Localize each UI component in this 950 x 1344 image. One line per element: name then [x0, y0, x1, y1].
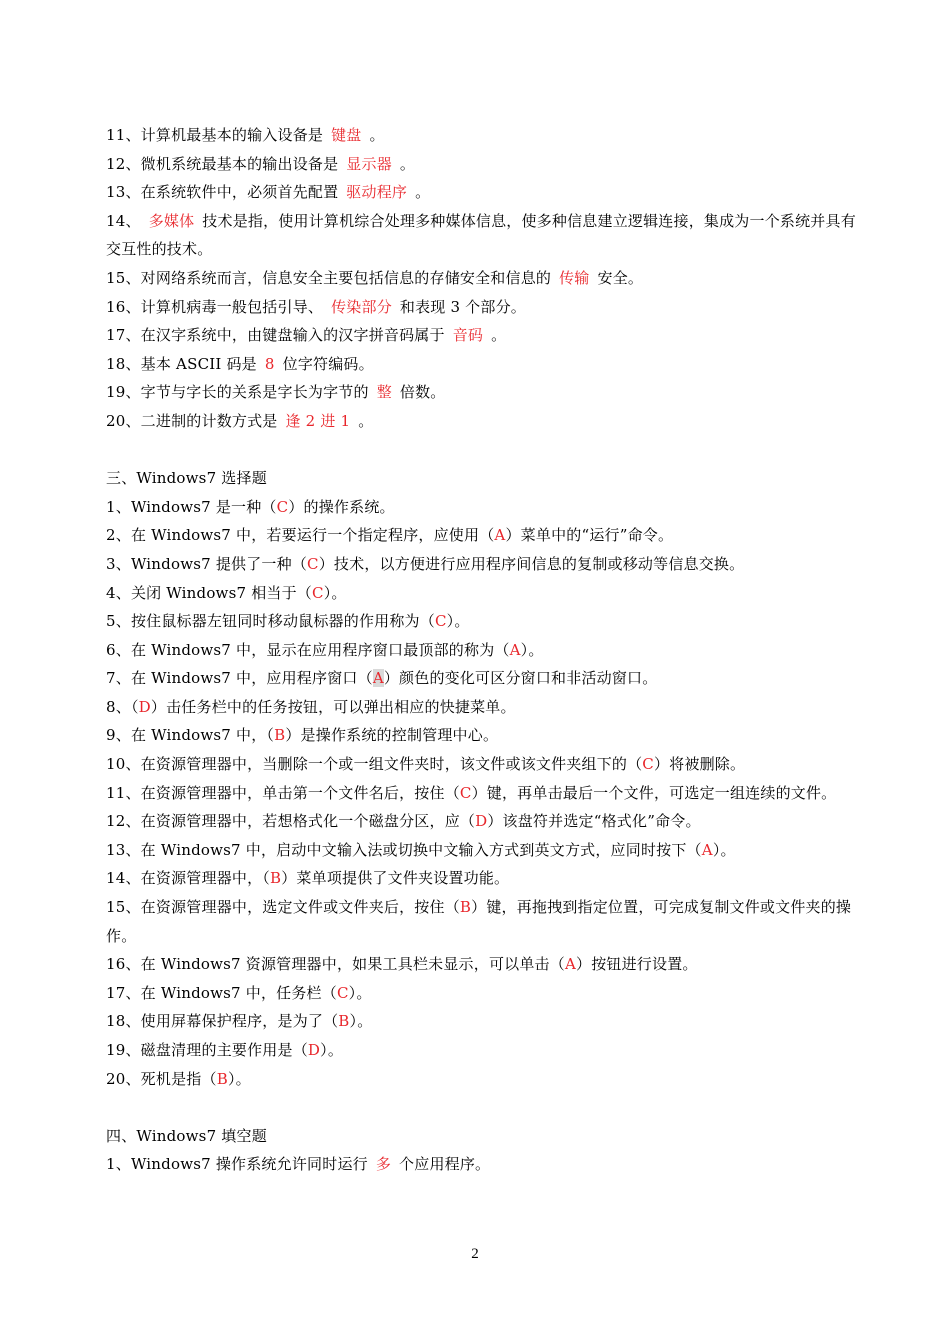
list-item: 17、在汉字系统中，由键盘输入的汉字拼音码属于 音码 。 — [106, 326, 507, 345]
section-windows7-choice — [106, 464, 858, 1093]
answer-text: 键盘 — [331, 126, 362, 144]
answer-text: C — [434, 612, 447, 631]
fill-part1-list — [106, 121, 858, 436]
answer-text: B — [338, 1012, 350, 1031]
answer-text: C — [336, 983, 349, 1002]
list-item: 14、 多媒体 技术是指，使用计算机综合处理多种媒体信息，使多种信息建立逻辑连接，集成为一个系统并具有交互性的技术。 — [106, 211, 856, 259]
answer-text: D — [307, 1041, 321, 1059]
answer-text: C — [312, 583, 324, 602]
answer-text: 多媒体 — [148, 211, 195, 230]
answer-text: 多 — [375, 1155, 392, 1174]
answer-text: 逢 2 进 1 — [285, 411, 351, 430]
answer-text: B — [459, 898, 472, 917]
list-item: 12、微机系统最基本的输出设备是 显示器 。 — [106, 154, 416, 173]
answer-text: A — [564, 955, 576, 974]
list-item: 13、在系统软件中，必须首先配置 驱动程序 。 — [106, 183, 431, 202]
list-item: 4、关闭 Windows7 相当于（C）。 — [106, 583, 347, 602]
list-item: 11、计算机最基本的输入设备是 键盘 。 — [106, 126, 385, 144]
list-item: 8、（D）击任务栏中的任务按钮，可以弹出相应的快捷菜单。 — [106, 697, 516, 716]
list-item: 5、按住鼠标器左钮同时移动鼠标器的作用称为（C）。 — [106, 612, 470, 631]
section-heading: 三、Windows7 选择题 — [106, 469, 267, 488]
answer-text: D — [475, 812, 488, 831]
answer-text: 音码 — [452, 326, 484, 345]
section-windows7-fill — [106, 1122, 858, 1179]
list-item: 1、Windows7 是一种（C）的操作系统。 — [106, 497, 395, 516]
list-item: 18、使用屏幕保护程序，是为了（B）。 — [106, 1012, 373, 1031]
list-item: 12、在资源管理器中，若想格式化一个磁盘分区，应（D）该盘符并选定“格式化”命令。 — [106, 812, 701, 831]
answer-text: 8 — [264, 354, 275, 373]
answer-text: 显示器 — [346, 154, 392, 173]
list-item: 1、Windows7 操作系统允许同时运行 多 个应用程序。 — [106, 1155, 491, 1174]
list-item: 19、磁盘清理的主要作用是（D）。 — [106, 1041, 344, 1059]
list-item: 3、Windows7 提供了一种（C）技术，以方便进行应用程序间信息的复制或移动等信息交换。 — [106, 554, 745, 573]
list-item: 18、基本 ASCII 码是 8 位字符编码。 — [106, 354, 374, 373]
list-item: 17、在 Windows7 中，任务栏（C）。 — [106, 983, 372, 1002]
list-item: 11、在资源管理器中，单击第一个文件名后，按住（C）键，再单击最后一个文件，可选定一组连续的文件。 — [106, 783, 837, 802]
answer-text: 整 — [376, 383, 392, 402]
spacer — [106, 1093, 858, 1122]
answer-text: 传输 — [559, 268, 590, 287]
list-item: 13、在 Windows7 中，启动中文输入法或切换中文输入方式到英文方式，应同时按下（A）。 — [106, 840, 736, 859]
list-item: 15、对网络系统而言，信息安全主要包括信息的存储安全和信息的 传输 安全。 — [106, 268, 644, 287]
answer-text: A — [372, 669, 384, 688]
answer-text: B — [270, 869, 282, 888]
list-item: 10、在资源管理器中，当删除一个或一组文件夹时，该文件或该文件夹组下的（C）将被删除。 — [106, 755, 746, 774]
document-body — [106, 121, 858, 1179]
spacer — [106, 436, 858, 465]
answer-text: C — [276, 497, 289, 516]
list-item: 6、在 Windows7 中，显示在应用程序窗口最顶部的称为（A）。 — [106, 640, 544, 659]
answer-text: A — [701, 840, 713, 859]
list-item: 19、字节与字长的关系是字长为字节的 整 倍数。 — [106, 383, 446, 402]
section-heading: 四、Windows7 填空题 — [106, 1126, 267, 1145]
list-item: 7、在 Windows7 中，应用程序窗口（A）颜色的变化可区分窗口和非活动窗口。 — [106, 669, 658, 688]
list-item: 14、在资源管理器中，（B）菜单项提供了文件夹设置功能。 — [106, 869, 510, 888]
answer-text: 传染部分 — [331, 297, 392, 316]
list-item: 20、二进制的计数方式是 逢 2 进 1 。 — [106, 411, 374, 430]
answer-text: C — [459, 783, 472, 802]
list-item: 20、死机是指（B）。 — [106, 1069, 251, 1088]
answer-text: C — [307, 554, 319, 573]
list-item: 9、在 Windows7 中，（B）是操作系统的控制管理中心。 — [106, 726, 499, 745]
list-item: 2、在 Windows7 中，若要运行一个指定程序，应使用（A）菜单中的“运行”命令。 — [106, 526, 674, 545]
answer-text: C — [642, 755, 654, 774]
page-number: 2 — [471, 1246, 479, 1262]
answer-text: B — [274, 726, 286, 745]
list-item: 15、在资源管理器中，选定文件或文件夹后，按住（B）键，再拖拽到指定位置，可完成复制文件或文件夹的操作。 — [106, 898, 852, 945]
list-item: 16、计算机病毒一般包括引导、 传染部分 和表现 3 个部分。 — [106, 297, 526, 316]
list-item: 16、在 Windows7 资源管理器中，如果工具栏未显示，可以单击（A）按钮进行设置。 — [106, 955, 698, 974]
answer-text: A — [494, 526, 506, 545]
answer-text: B — [216, 1069, 228, 1088]
answer-text: 驱动程序 — [346, 183, 408, 202]
answer-text: D — [138, 697, 151, 716]
answer-text: A — [509, 640, 521, 659]
